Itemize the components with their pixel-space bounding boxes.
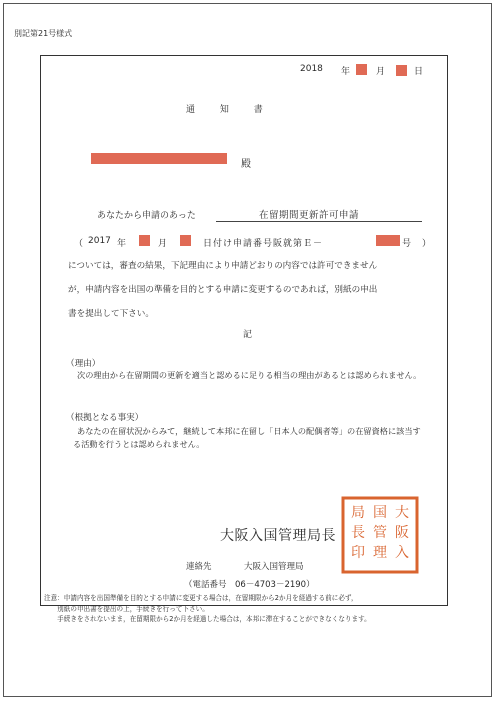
addressee-suffix: 殿 — [241, 159, 251, 170]
contact-label: 連絡先 — [186, 562, 212, 572]
redacted-day — [396, 65, 407, 76]
date-year: 2018 — [300, 64, 323, 74]
application-type-underline — [216, 221, 422, 222]
redacted-addressee — [91, 153, 227, 164]
record-label: 記 — [243, 330, 253, 340]
date-year-unit: 年 — [341, 67, 351, 77]
appno-open: （ — [74, 239, 84, 249]
svg-text:国: 国 — [373, 505, 387, 521]
note-line-2: 別紙の申出書を提出の上，手続きを行って下さい。 — [44, 604, 209, 613]
svg-text:印: 印 — [351, 545, 365, 561]
reason-heading: （理由） — [66, 359, 101, 369]
title-char-3: 書 — [253, 105, 264, 115]
svg-text:理: 理 — [373, 545, 387, 561]
appno-year-unit: 年 — [117, 239, 127, 249]
date-month-unit: 月 — [376, 67, 386, 77]
notes-block — [44, 593, 371, 625]
contact-office: 大阪入国管理局 — [244, 562, 304, 572]
svg-text:長: 長 — [351, 525, 365, 541]
body-line-1: については，審査の結果，下記理由により申請どおりの内容では許可できません — [68, 261, 378, 271]
basis-text: あなたの在留状況からみて，継続して本邦に在留し「日本人の配偶者等」の在留資格に該当する活動を行うとは認められません。 — [73, 426, 421, 449]
svg-text:大: 大 — [395, 505, 409, 521]
applied-intro: あなたから申請のあった — [97, 211, 196, 221]
body-line-2: が，申請内容を出国の準備を目的とする申請に変更するのであれば，別紙の申出 — [68, 285, 378, 295]
appno-number-unit: 号 — [402, 239, 412, 249]
official-seal-icon — [340, 495, 420, 575]
title-char-1: 通 — [186, 105, 197, 115]
svg-text:局: 局 — [351, 505, 365, 521]
phone-number: （電話番号 06－4703－2190） — [184, 580, 315, 590]
issuer-title: 大阪入国管理局長 — [220, 528, 336, 544]
svg-text:入: 入 — [395, 545, 409, 561]
redacted-app-day — [180, 235, 191, 246]
appno-close: ） — [422, 239, 432, 249]
appno-month-unit: 月 — [158, 239, 168, 249]
basis-heading: （根拠となる事実） — [66, 413, 144, 423]
note-line-3: 手続きをされないまま，在留期限から2か月を経過した場合は，本邦に滞在することができなくなります。 — [44, 615, 371, 623]
body-line-3: 書を提出して下さい。 — [68, 309, 154, 319]
appno-day-label: 日付け申請番号阪就第Ｅ－ — [203, 239, 324, 249]
note-line-1: 注意：申請内容を出国準備を目的とする申請に変更する場合は，在留期限から2か月を経過する前に必ず， — [44, 594, 358, 602]
title-char-2: 知 — [219, 105, 230, 115]
document-title — [186, 102, 264, 115]
application-type: 在留期間更新許可申請 — [259, 210, 360, 221]
date-day-unit: 日 — [414, 67, 424, 77]
redacted-app-number — [376, 235, 400, 246]
redacted-month — [356, 64, 367, 75]
svg-text:阪: 阪 — [395, 525, 409, 541]
reason-text: 次の理由から在留期間の更新を適当と認めるに足りる相当の理由があるとは認められません。 — [77, 370, 422, 380]
redacted-app-month — [139, 235, 150, 246]
svg-text:管: 管 — [373, 525, 387, 541]
form-number: 別記第21号様式 — [14, 29, 73, 38]
appno-year: 2017 — [88, 236, 111, 246]
